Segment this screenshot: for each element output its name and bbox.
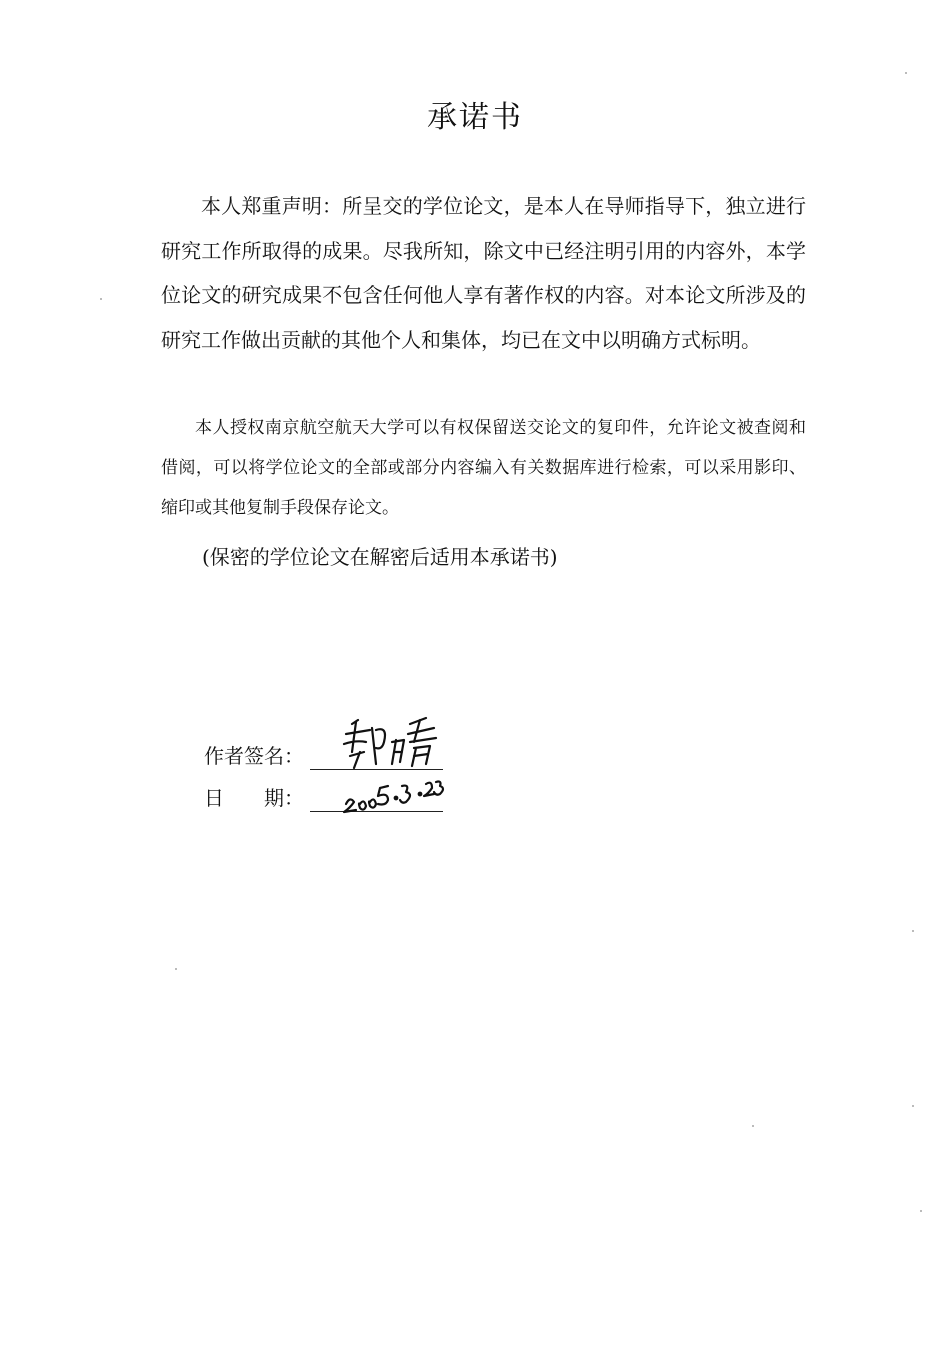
handwritten-signature-and-date <box>330 712 460 822</box>
scan-speck <box>912 1105 914 1107</box>
confidentiality-note: (保密的学位论文在解密后适用本承诺书) <box>202 545 558 569</box>
author-signature-row <box>204 742 310 770</box>
author-signature-label: 作者签名： <box>204 744 304 768</box>
authorization-paragraph: 本人授权南京航空航天大学可以有权保留送交论文的复印件，允许论文被查阅和借阅，可以将学位论文的全部或部分内容编入有关数据库进行检索，可以采用影印、缩印或其他复制手段保存论文。 <box>161 418 806 518</box>
date-label: 日 期： <box>204 786 304 810</box>
declaration-paragraph: 本人郑重声明：所呈交的学位论文，是本人在导师指导下，独立进行研究工作所取得的成果。尽我所知，除文中已经注明引用的内容外，本学位论文的研究成果不包含任何他人享有著作权的内容。对本论文所涉及的研究工作做出贡献的其他个人和集体，均已在文中以明确方式标明。 <box>161 194 806 352</box>
scan-speck <box>912 930 914 932</box>
scan-speck <box>920 1210 922 1212</box>
document-title: 承诺书 <box>427 100 523 135</box>
date-row <box>204 784 310 812</box>
scan-speck <box>905 72 907 74</box>
scan-speck <box>175 968 177 970</box>
scan-speck <box>100 298 102 300</box>
scan-speck <box>752 1125 754 1127</box>
